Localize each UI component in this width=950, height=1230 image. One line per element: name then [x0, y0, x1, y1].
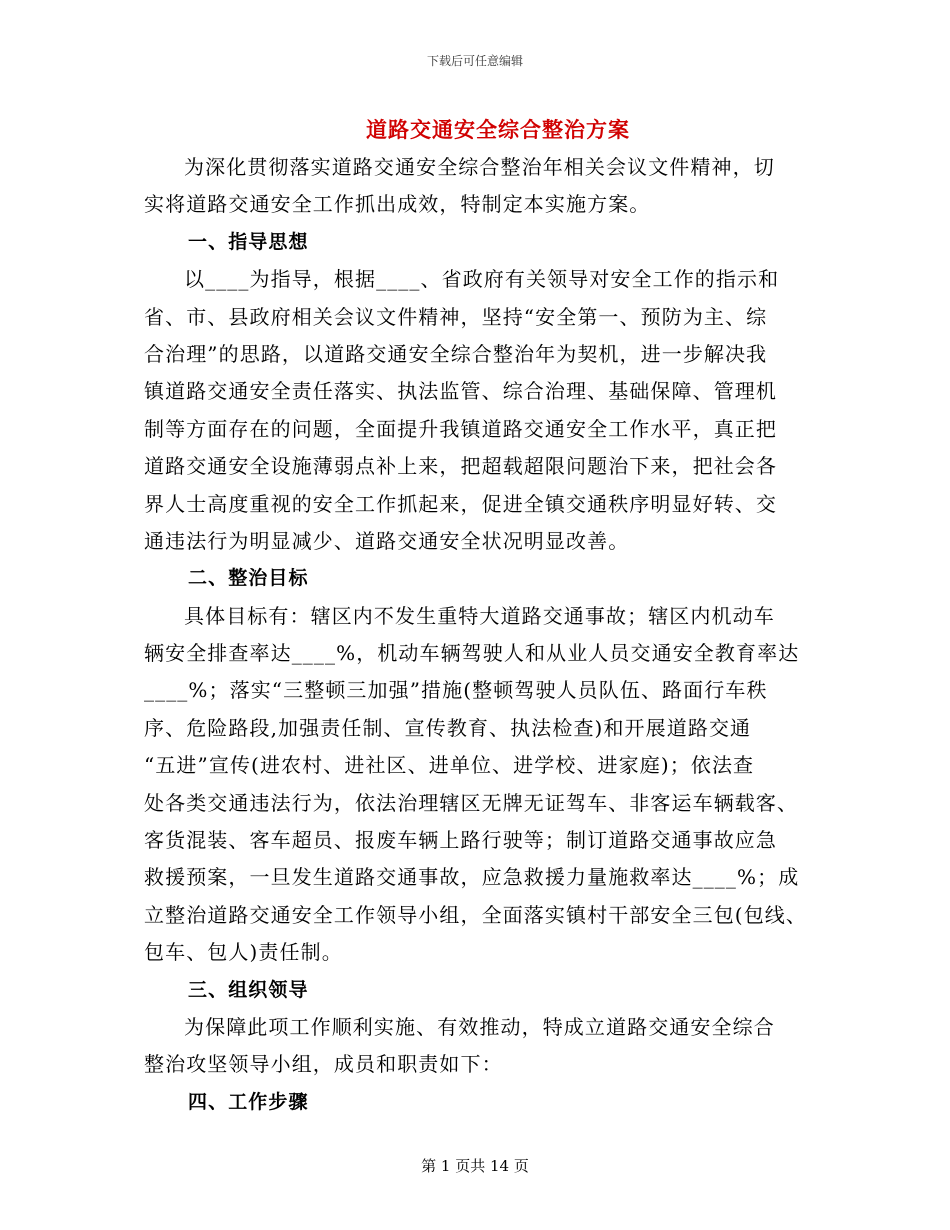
- body-line: 省、市、县政府相关会议文件精神，坚持“安全第一、预防为主、综: [144, 304, 768, 329]
- body-line: 制等方面存在的问题，全面提升我镇道路交通安全工作水平，真正把: [144, 416, 777, 441]
- body-line: “五进”宣传(进农村、进社区、进单位、进学校、进家庭)；依法查: [144, 753, 755, 778]
- body-line: 序、危险路段,加强责任制、宣传教育、执法检查)和开展道路交通: [144, 715, 752, 740]
- body-line: 立整治道路交通安全工作领导小组，全面落实镇村干部安全三包(包线、: [144, 902, 808, 927]
- body-line: 具体目标有：辖区内不发生重特大道路交通事故；辖区内机动车: [184, 603, 775, 628]
- section-heading: 三、组织领导: [188, 978, 309, 1001]
- body-line: 包车、包人)责任制。: [144, 940, 343, 965]
- body-line: 实将道路交通安全工作抓出成效，特制定本实施方案。: [144, 192, 651, 217]
- body-line: ____%；落实“三整顿三加强”措施(整顿驾驶人员队伍、路面行车秩: [144, 678, 768, 703]
- section-heading: 二、整治目标: [188, 567, 309, 590]
- body-line: 客货混装、客车超员、报废车辆上路行驶等；制订道路交通事故应急: [144, 828, 777, 853]
- page-number: 第 1 页共 14 页: [421, 1157, 529, 1175]
- body-line: 合治理”的思路，以道路交通安全综合整治年为契机，进一步解决我: [144, 341, 768, 366]
- header-note: 下载后可任意编辑: [426, 54, 523, 68]
- body-line: 界人士高度重视的安全工作抓起来，促进全镇交通秩序明显好转、交: [144, 491, 777, 516]
- body-line: 处各类交通违法行为，依法治理辖区无牌无证驾车、非客运车辆载客、: [144, 790, 799, 815]
- body-line: 通违法行为明显减少、道路交通安全状况明显改善。: [144, 528, 630, 553]
- body-line: 道路交通安全设施薄弱点补上来，把超载超限问题治下来，把社会各: [144, 454, 777, 479]
- body-line: 以____为指导，根据____、省政府有关领导对安全工作的指示和: [184, 267, 780, 292]
- body-line: 镇道路交通安全责任落实、执法监管、综合治理、基础保障、管理机: [144, 379, 777, 404]
- body-line: 为保障此项工作顺利实施、有效推动，特成立道路交通安全综合: [184, 1014, 775, 1039]
- document-body: [144, 149, 814, 1121]
- body-line: 辆安全排查率达____%，机动车辆驾驶人和从业人员交通安全教育率达: [144, 641, 800, 666]
- section-heading: 一、指导思想: [188, 230, 309, 253]
- section-heading: 四、工作步骤: [188, 1090, 309, 1113]
- body-line: 整治攻坚领导小组，成员和职责如下：: [144, 1052, 503, 1077]
- body-line: 救援预案，一旦发生道路交通事故，应急救援力量施救率达____%；成: [144, 865, 800, 890]
- body-line: 为深化贯彻落实道路交通安全综合整治年相关会议文件精神，切: [184, 155, 775, 179]
- document-title: 道路交通安全综合整治方案: [366, 117, 630, 142]
